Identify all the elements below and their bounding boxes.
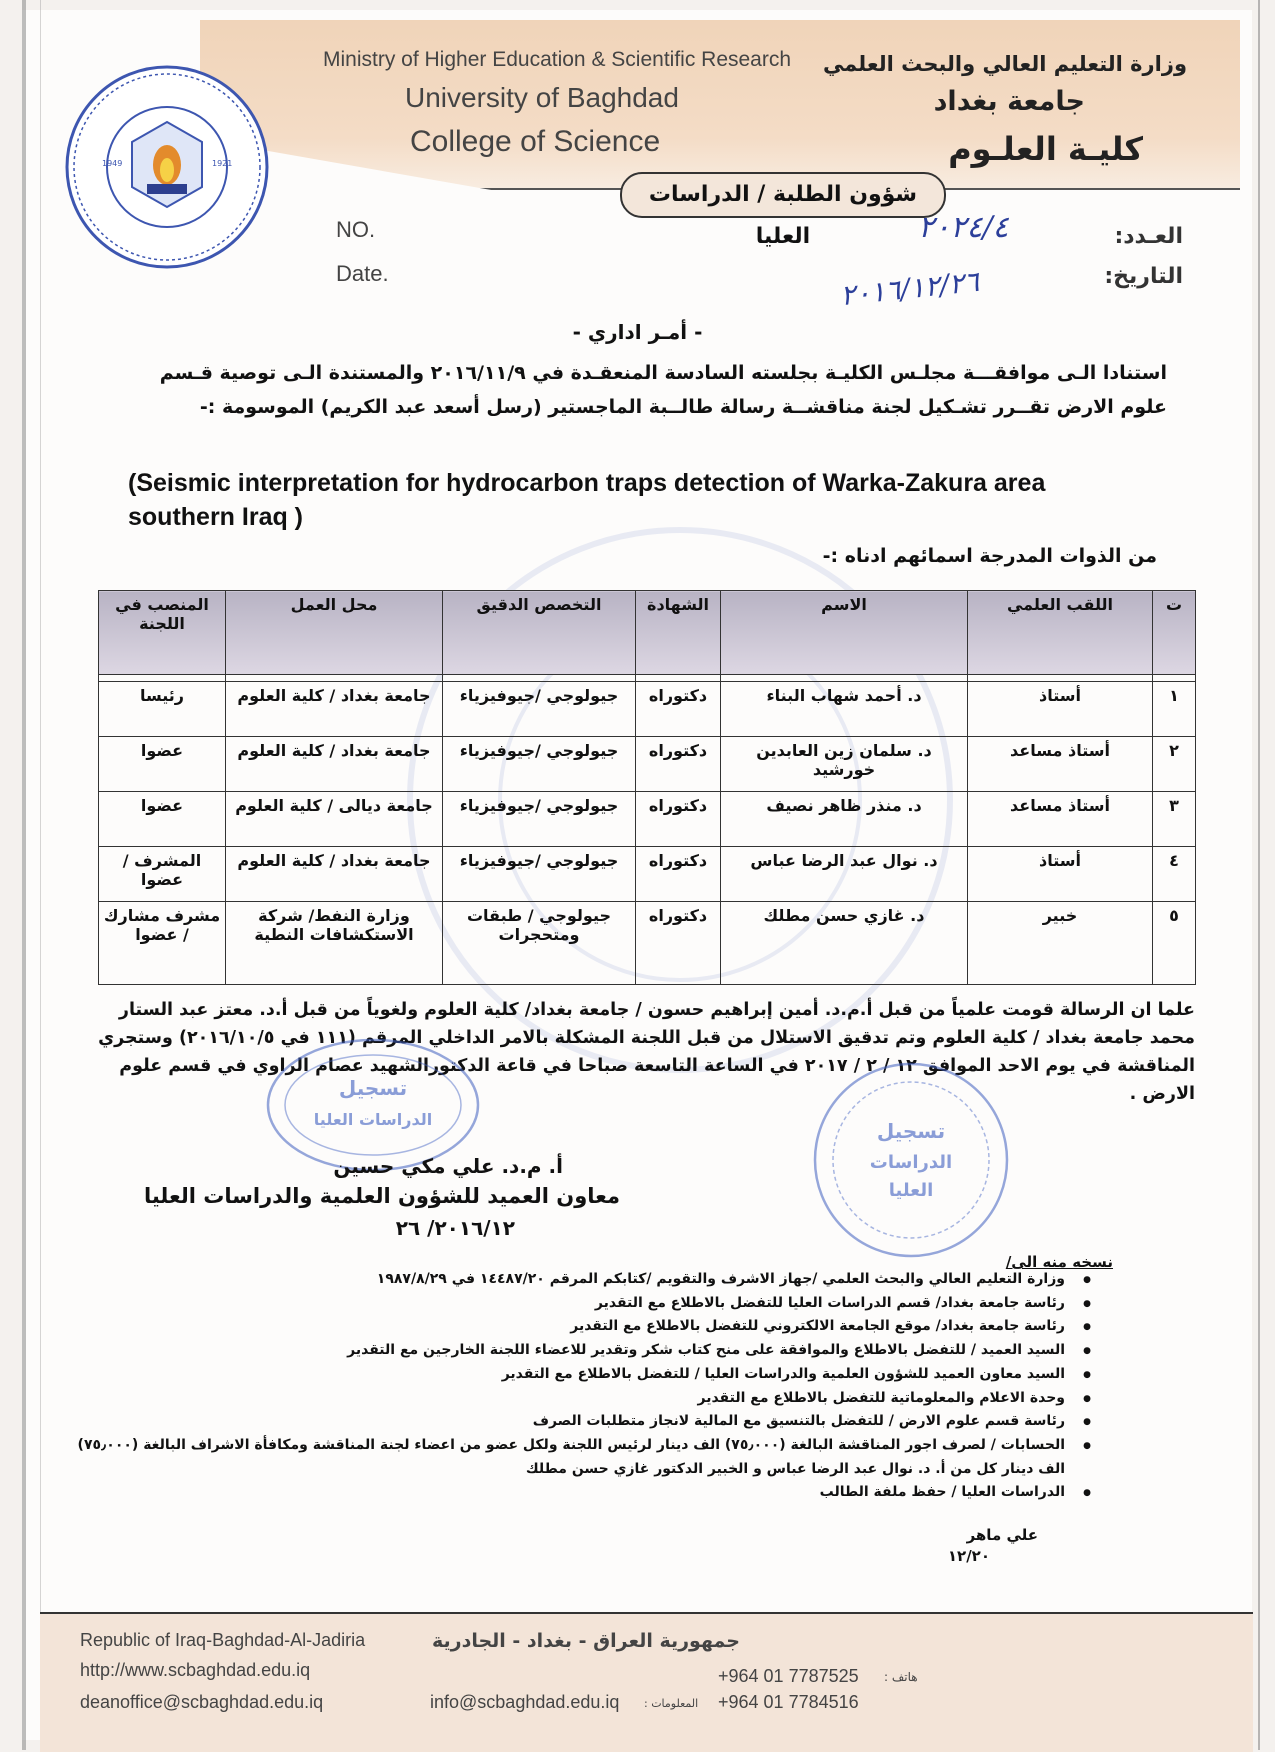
cell-workplace: جامعة ديالى / كلية العلوم [226,792,443,847]
number-label-ar: العـدد: [1114,224,1183,249]
list-item: ● الحسابات / لصرف اجور المناقشة البالغة (٧٥٫٠٠٠) الف دينار لرئيس اللجنة ولكل عضو من اعضاء لجنة المناقشة ومكافأة الاشراف البالغة (٧٥٫٠٠٠) الف دينار كل من أ. د. نوال عبد الرضا عباس و الخبير الدكتور غازي حسن مطلك [57,1434,1067,1481]
svg-text:العليا: العليا [888,1180,934,1201]
cell-no: ٢ [1153,737,1196,792]
cell-name: د. غازي حسن مطلك [721,902,968,985]
table-spacer-row [99,675,1196,682]
college-seal-logo [62,62,272,272]
svg-text:1949: 1949 [102,159,123,168]
cell-no: ٤ [1153,847,1196,902]
signatory-name: أ. م.د. علي مكي حسين [333,1154,563,1178]
cell-no: ١ [1153,682,1196,737]
col-header-workplace: محل العمل [226,591,443,675]
cell-name: د. أحمد شهاب البناء [721,682,968,737]
table-header-row [99,591,1196,675]
cell-name: د. منذر ظاهر نصيف [721,792,968,847]
list-item: ● رئاسة قسم علوم الارض / للتفضل بالتنسيق مع المالية لانجاز متطلبات الصرف [57,1410,1067,1434]
svg-text:الدراسات العليا: الدراسات العليا [313,1110,433,1129]
ministry-name-ar: وزارة التعليم العالي والبحث العلمي [822,52,1187,76]
cell-rank: أستاذ [968,682,1153,737]
svg-text:الدراسات: الدراسات [869,1152,953,1173]
date-label-ar: التاريخ: [1104,264,1183,289]
cell-degree: دكتوراه [636,902,721,985]
thesis-title: (Seismic interpretation for hydrocarbon traps detection of Warka-Zakura area southern Iraq ) [128,469,1046,531]
cell-degree: دكتوراه [636,792,721,847]
footer-address-en: Republic of Iraq-Baghdad-Al-Jadiria [80,1630,366,1650]
list-item: ● رئاسة جامعة بغداد/ موقع الجامعة الالكتروني للتفضل بالاطلاع مع التقدير [57,1315,1067,1339]
col-header-degree: الشهادة [636,591,721,675]
clerk-date: ١٢/٢٠ [947,1547,990,1565]
cell-name: د. سلمان زين العابدين خورشيد [721,737,968,792]
copies-list [57,1268,1067,1505]
department-badge: شؤون الطلبة / الدراسات العليا [620,172,946,218]
cell-role: عضوا [99,792,226,847]
footer-phone-1: +964 01 7787525 [718,1666,859,1686]
footer-info-email[interactable]: info@scbaghdad.edu.iq [430,1692,620,1712]
signatory-title: معاون العميد للشؤون العلمية والدراسات العليا [143,1184,620,1208]
cell-workplace: وزارة النفط/ شركة الاستكشافات النطية [226,902,443,985]
table-row [99,682,1196,737]
cell-degree: دكتوراه [636,682,721,737]
page-edge [22,0,26,1750]
copies-heading: نسخه منه الى/ [1005,1253,1113,1271]
page-edge-line [40,0,41,1750]
cell-workplace: جامعة بغداد / كلية العلوم [226,682,443,737]
college-name-ar: كليـة العلـوم [948,130,1143,168]
cell-specialization: جيولوجي /جيوفيزياء [443,792,636,847]
university-name-ar: جامعة بغداد [933,86,1085,117]
cell-rank: أستاذ مساعد [968,792,1153,847]
cell-no: ٣ [1153,792,1196,847]
university-name-en: University of Baghdad [405,82,679,113]
list-item: ● وزارة التعليم العالي والبحث العلمي /جهاز الاشرف والتقويم /كتابكم المرقم ١٤٤٨٧/٢٠ في ١٩٨٧/٨/٢٩ [57,1268,1067,1292]
cell-workplace: جامعة بغداد / كلية العلوم [226,737,443,792]
signature-date: ٢٠١٦/١٢/ ٢٦ [395,1216,515,1240]
list-item: ● وحدة الاعلام والمعلوماتية للتفضل بالاطلاع مع التقدير [57,1387,1067,1411]
registration-stamp-right [806,1060,1016,1260]
order-body: استنادا الـى موافقـــة مجلـس الكليـة بجلسته السادسة المنعقـدة في ٢٠١٦/١١/٩ والمستندة الـى توصية قـسم علوم الارض تقــرر تشـكيل لجنة مناقشــة رسالة طالــبة الماجستير (رسل أسعد عبد الكريم) الموسومة :- [159,362,1167,418]
college-name-en: College of Science [410,125,661,158]
cell-specialization: جيولوجي /جيوفيزياء [443,737,636,792]
committee-table [98,590,1196,985]
cell-workplace: جامعة بغداد / كلية العلوم [226,847,443,902]
svg-text:تسجيل: تسجيل [338,1076,408,1100]
col-header-role: المنصب في اللجنة [99,591,226,675]
cell-role: المشرف / عضوا [99,847,226,902]
cell-rank: أستاذ [968,847,1153,902]
ministry-name-en: Ministry of Higher Education & Scientific Research [323,48,792,71]
cell-role: مشرف مشارك / عضوا [99,902,226,985]
svg-text:1921: 1921 [212,159,233,168]
cell-specialization: جيولوجي / طبقات ومتحجرات [443,902,636,985]
cell-degree: دكتوراه [636,737,721,792]
footer-phone-2: +964 01 7784516 [718,1692,859,1712]
cell-specialization: جيولوجي /جيوفيزياء [443,847,636,902]
list-item: ● الدراسات العليا / حفظ ملفة الطالب [57,1481,1067,1505]
cell-role: رئيسا [99,682,226,737]
cell-rank: أستاذ مساعد [968,737,1153,792]
document-date-handwritten: ٢٠١٦/١٢/٢٦ [838,264,981,313]
cell-name: د. نوال عبد الرضا عباس [721,847,968,902]
cell-degree: دكتوراه [636,847,721,902]
col-header-rank: اللقب العلمي [968,591,1153,675]
committee-intro: من الذوات المدرجة اسمائهم ادناه :- [822,545,1157,567]
list-item: ● السيد معاون العميد للشؤون العلمية والدراسات العليا / للتفضل بالاطلاع مع التقدير [57,1363,1067,1387]
footer-phone-label: هاتف : [884,1670,918,1684]
table-row [99,792,1196,847]
col-header-specialization: التخصص الدقيق [443,591,636,675]
table-row [99,737,1196,792]
col-header-no: ت [1153,591,1196,675]
page-edge-right [1258,0,1260,1750]
footer-dean-email[interactable]: deanoffice@scbaghdad.edu.iq [80,1692,324,1712]
cell-role: عضوا [99,737,226,792]
footer-info-label: المعلومات : [644,1697,699,1710]
list-item: ● رئاسة جامعة بغداد/ قسم الدراسات العليا للتفضل بالاطلاع مع التقدير [57,1292,1067,1316]
col-header-name: الاسم [721,591,968,675]
list-item: ● السيد العميد / للتفضل بالاطلاع والموافقة على منح كتاب شكر وتقدير للاعضاء اللجنة الخارجين مع التقدير [57,1339,1067,1363]
cell-specialization: جيولوجي /جيوفيزياء [443,682,636,737]
number-label-en: NO. [336,217,376,242]
cell-rank: خبير [968,902,1153,985]
table-row [99,847,1196,902]
date-label-en: Date. [336,261,389,286]
cell-no: ٥ [1153,902,1196,985]
document-number-handwritten: ٢٠٢٤/٤ [918,210,1009,245]
clerk-name: علي ماهر [966,1526,1038,1544]
svg-text:تسجيل: تسجيل [876,1119,946,1143]
table-row [99,902,1196,985]
order-title: - أمـر اداري - [572,320,703,344]
evaluation-note: علما ان الرسالة قومت علمياً من قبل أ.م.د. أمين إبراهيم حسون / جامعة بغداد/ كلية العلوم ولغوياً من قبل أ.د. معتز عبد الستار محمد جامعة بغداد / كلية العلوم وتم تدقيق الاستلال من قبل اللجنة المشكلة بالامر الداخلي المرقم (١١١ في ٢٠١٦/١٠/٥) وستجري المناقشة في يوم الاحد الموافق ١٢ / ٢ / ٢٠١٧ في الساعة التاسعة صباحا في قاعة الدكتورالشهيد عصام الراوي في قسم علوم الارض . [98,1000,1195,1104]
footer-address-ar: جمهورية العراق - بغداد - الجادرية [432,1630,740,1652]
footer-website-link[interactable]: http://www.scbaghdad.edu.iq [80,1660,311,1680]
